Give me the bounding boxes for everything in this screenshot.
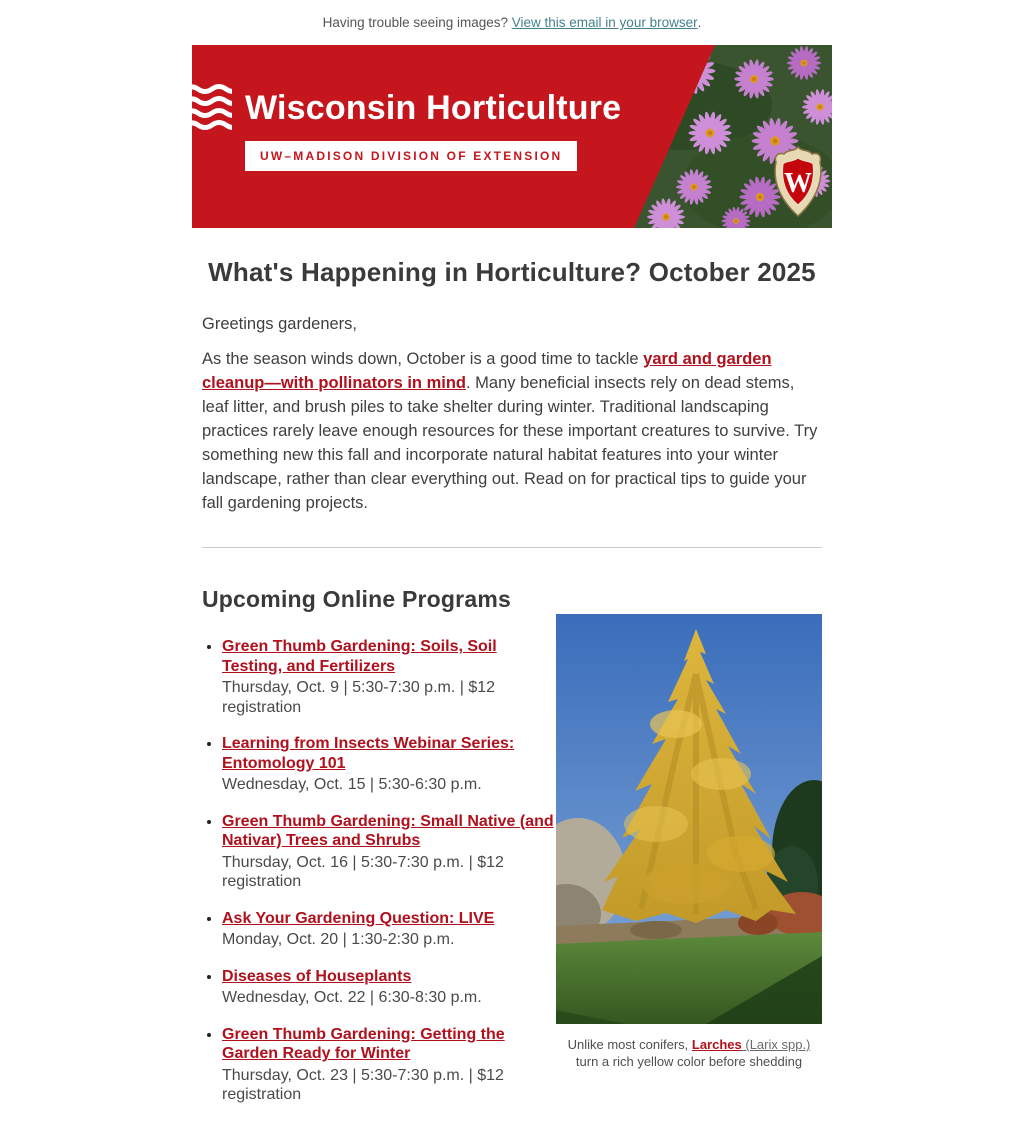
section-divider bbox=[202, 547, 822, 548]
intro-text-after: . Many beneficial insects rely on dead stems, leaf litter, and brush piles to take shelter during winter. Traditional landscaping practices rarely leave enough resources for these important creatures to survive. Try something new this fall and incorporate natural habitat features into your winter landscape, rather than clear everything out. Read on for practical tips to guide your fall gardening projects. bbox=[202, 374, 818, 512]
program-link[interactable]: Green Thumb Gardening: Getting the Garden Ready for Winter bbox=[222, 1025, 505, 1062]
program-details: Monday, Oct. 20 | 1:30-2:30 p.m. bbox=[222, 931, 455, 948]
larch-photo bbox=[556, 614, 822, 1024]
figure-column bbox=[556, 586, 822, 1122]
programs-heading: Upcoming Online Programs bbox=[202, 586, 511, 612]
preheader bbox=[192, 0, 832, 45]
program-link[interactable]: Green Thumb Gardening: Soils, Soil Testing, and Fertilizers bbox=[222, 638, 497, 675]
larches-link[interactable]: Larches bbox=[691, 1037, 742, 1052]
page-title: What's Happening in Horticulture? October 2025 bbox=[208, 257, 816, 287]
program-item bbox=[222, 1025, 556, 1105]
view-in-browser-link[interactable]: View this email in your browser bbox=[511, 15, 698, 30]
program-details: Thursday, Oct. 23 | 5:30-7:30 p.m. | $12 registration bbox=[222, 1066, 504, 1103]
programs-column bbox=[202, 586, 556, 1122]
programs-section bbox=[202, 586, 822, 1122]
header-banner bbox=[192, 45, 832, 228]
intro-text-before: As the season winds down, October is a good time to tackle bbox=[202, 350, 644, 368]
program-details: Thursday, Oct. 16 | 5:30-7:30 p.m. | $12 registration bbox=[222, 853, 504, 890]
preheader-text: Having trouble seeing images? bbox=[322, 15, 508, 30]
program-details: Wednesday, Oct. 15 | 5:30-6:30 p.m. bbox=[222, 776, 482, 793]
program-link[interactable]: Green Thumb Gardening: Small Native (and Nativar) Trees and Shrubs bbox=[222, 812, 554, 849]
preheader-suffix: . bbox=[697, 15, 702, 30]
latin-name-link[interactable]: (Larix spp.) bbox=[741, 1037, 811, 1052]
program-link[interactable]: Learning from Insects Webinar Series: Entomology 101 bbox=[222, 735, 515, 772]
program-details: Thursday, Oct. 9 | 5:30-7:30 p.m. | $12 registration bbox=[222, 679, 496, 716]
program-link[interactable]: Ask Your Gardening Question: LIVE bbox=[222, 909, 495, 927]
program-item bbox=[222, 734, 556, 795]
program-link[interactable]: Diseases of Houseplants bbox=[222, 967, 412, 985]
svg-text:W: W bbox=[784, 168, 812, 199]
intro-paragraph bbox=[202, 347, 822, 515]
caption-text-before: Unlike most conifers, bbox=[567, 1037, 692, 1052]
larch-figure bbox=[556, 614, 822, 1070]
greeting-text: Greetings gardeners, bbox=[202, 315, 358, 333]
email-container bbox=[192, 0, 832, 1122]
program-item bbox=[222, 967, 556, 1008]
banner-subtitle: UW–MADISON DIVISION OF EXTENSION bbox=[245, 141, 577, 171]
photo-caption bbox=[556, 1036, 822, 1070]
program-item bbox=[222, 812, 556, 892]
program-details: Wednesday, Oct. 22 | 6:30-8:30 p.m. bbox=[222, 989, 482, 1006]
banner-title: Wisconsin Horticulture bbox=[245, 89, 622, 127]
program-item bbox=[222, 909, 556, 950]
extension-wave-icon bbox=[192, 83, 232, 138]
program-item bbox=[222, 637, 556, 717]
uw-crest-icon bbox=[772, 145, 824, 224]
cleanup-article-link[interactable]: yard and garden cleanup—with pollinators in mind bbox=[202, 350, 772, 392]
program-list bbox=[202, 637, 556, 1105]
caption-text-after: turn a rich yellow color before shedding bbox=[575, 1054, 803, 1069]
